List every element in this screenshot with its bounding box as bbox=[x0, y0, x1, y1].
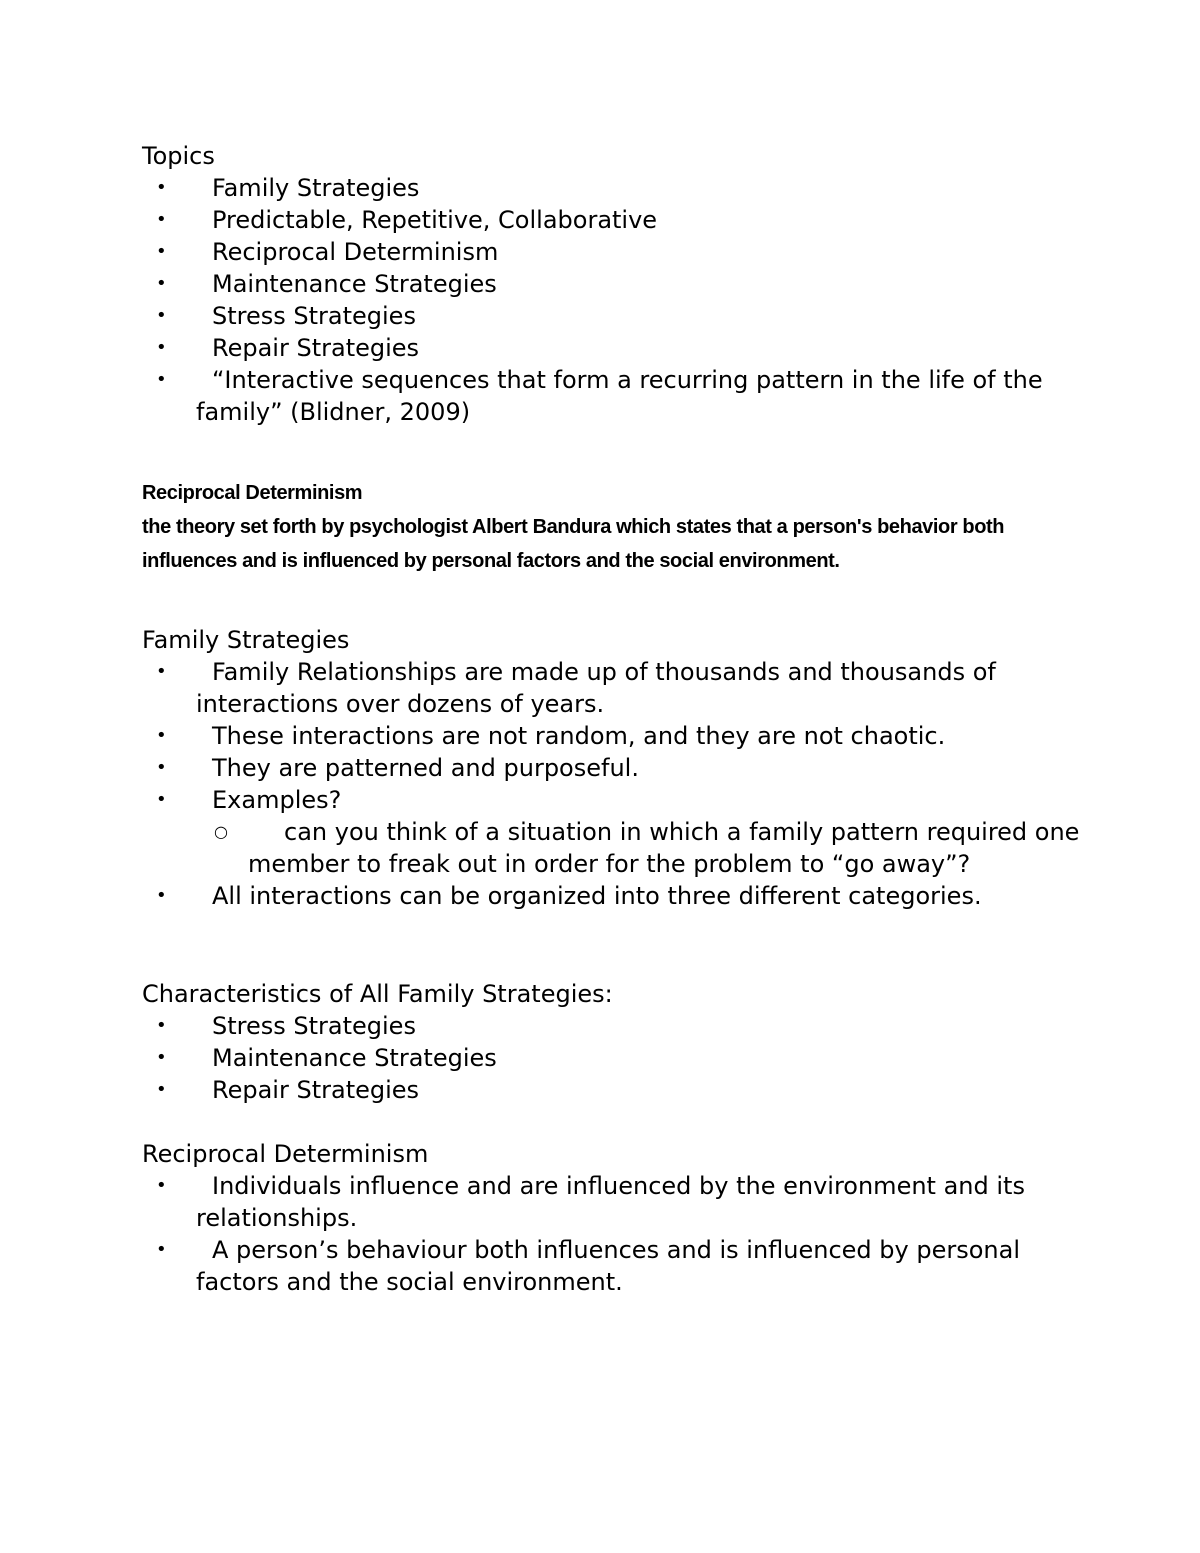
definition-body: the theory set forth by psychologist Albert Bandura which states that a person's behavior both influences and is influenced by personal factors and the social environment. bbox=[142, 516, 1005, 572]
list-item: • Individuals influence and are influenced by the environment and its relationships. bbox=[156, 1172, 1025, 1232]
family-strategies-section bbox=[142, 624, 1102, 912]
reciprocal-list bbox=[142, 1170, 1102, 1298]
list-item: • Family Strategies bbox=[156, 174, 420, 202]
bullet-icon: • bbox=[156, 369, 167, 390]
characteristics-section bbox=[142, 978, 1102, 1106]
list-item: • Examples? bbox=[156, 786, 342, 814]
bullet-icon: • bbox=[156, 305, 167, 326]
bullet-icon: • bbox=[156, 661, 167, 682]
characteristics-list bbox=[142, 1010, 1102, 1106]
list-item: • A person’s behaviour both influences and is influenced by personal factors and the social environment. bbox=[156, 1236, 1020, 1296]
list-item: • Stress Strategies bbox=[156, 302, 416, 330]
list-item: • Repair Strategies bbox=[156, 334, 420, 362]
family-strategies-sublist bbox=[142, 816, 1102, 880]
list-item: • All interactions can be organized into three different categories. bbox=[156, 882, 982, 910]
definition-heading: Reciprocal Determinism bbox=[142, 482, 363, 504]
list-item: • Reciprocal Determinism bbox=[156, 238, 499, 266]
bullet-icon: • bbox=[156, 177, 167, 198]
list-item: • Maintenance Strategies bbox=[156, 270, 497, 298]
bullet-icon: • bbox=[156, 1239, 167, 1260]
family-strategies-heading: Family Strategies bbox=[142, 626, 350, 654]
bullet-icon: • bbox=[156, 789, 167, 810]
list-item: • These interactions are not random, and they are not chaotic. bbox=[156, 722, 946, 750]
bullet-icon: • bbox=[156, 757, 167, 778]
topics-section bbox=[142, 140, 1102, 428]
circle-bullet-icon: ○ bbox=[214, 822, 228, 841]
list-item: • “Interactive sequences that form a recurring pattern in the life of the family” (Blidner, 2009) bbox=[156, 366, 1043, 426]
topics-list bbox=[142, 172, 1102, 428]
list-item: • Repair Strategies bbox=[156, 1076, 420, 1104]
characteristics-heading: Characteristics of All Family Strategies: bbox=[142, 980, 613, 1008]
topics-heading: Topics bbox=[142, 142, 215, 170]
bullet-icon: • bbox=[156, 337, 167, 358]
sub-list-item: ○ can you think of a situation in which a family pattern required one member to freak out in order for the problem to “go away”? bbox=[214, 818, 1080, 878]
bullet-icon: • bbox=[156, 273, 167, 294]
bullet-icon: • bbox=[156, 1015, 167, 1036]
bullet-icon: • bbox=[156, 209, 167, 230]
reciprocal-heading: Reciprocal Determinism bbox=[142, 1140, 429, 1168]
bullet-icon: • bbox=[156, 1047, 167, 1068]
list-item: • They are patterned and purposeful. bbox=[156, 754, 639, 782]
family-strategies-list bbox=[142, 656, 1102, 816]
definition-block bbox=[142, 476, 1102, 578]
bullet-icon: • bbox=[156, 1175, 167, 1196]
list-item: • Predictable, Repetitive, Collaborative bbox=[156, 206, 658, 234]
reciprocal-section bbox=[142, 1138, 1102, 1298]
list-item: • Maintenance Strategies bbox=[156, 1044, 497, 1072]
document-content bbox=[142, 140, 1102, 1298]
list-item: • Stress Strategies bbox=[156, 1012, 416, 1040]
list-item: • Family Relationships are made up of thousands and thousands of interactions over dozens of years. bbox=[156, 658, 996, 718]
bullet-icon: • bbox=[156, 241, 167, 262]
bullet-icon: • bbox=[156, 885, 167, 906]
family-strategies-list-continued bbox=[142, 880, 1102, 912]
bullet-icon: • bbox=[156, 725, 167, 746]
bullet-icon: • bbox=[156, 1079, 167, 1100]
